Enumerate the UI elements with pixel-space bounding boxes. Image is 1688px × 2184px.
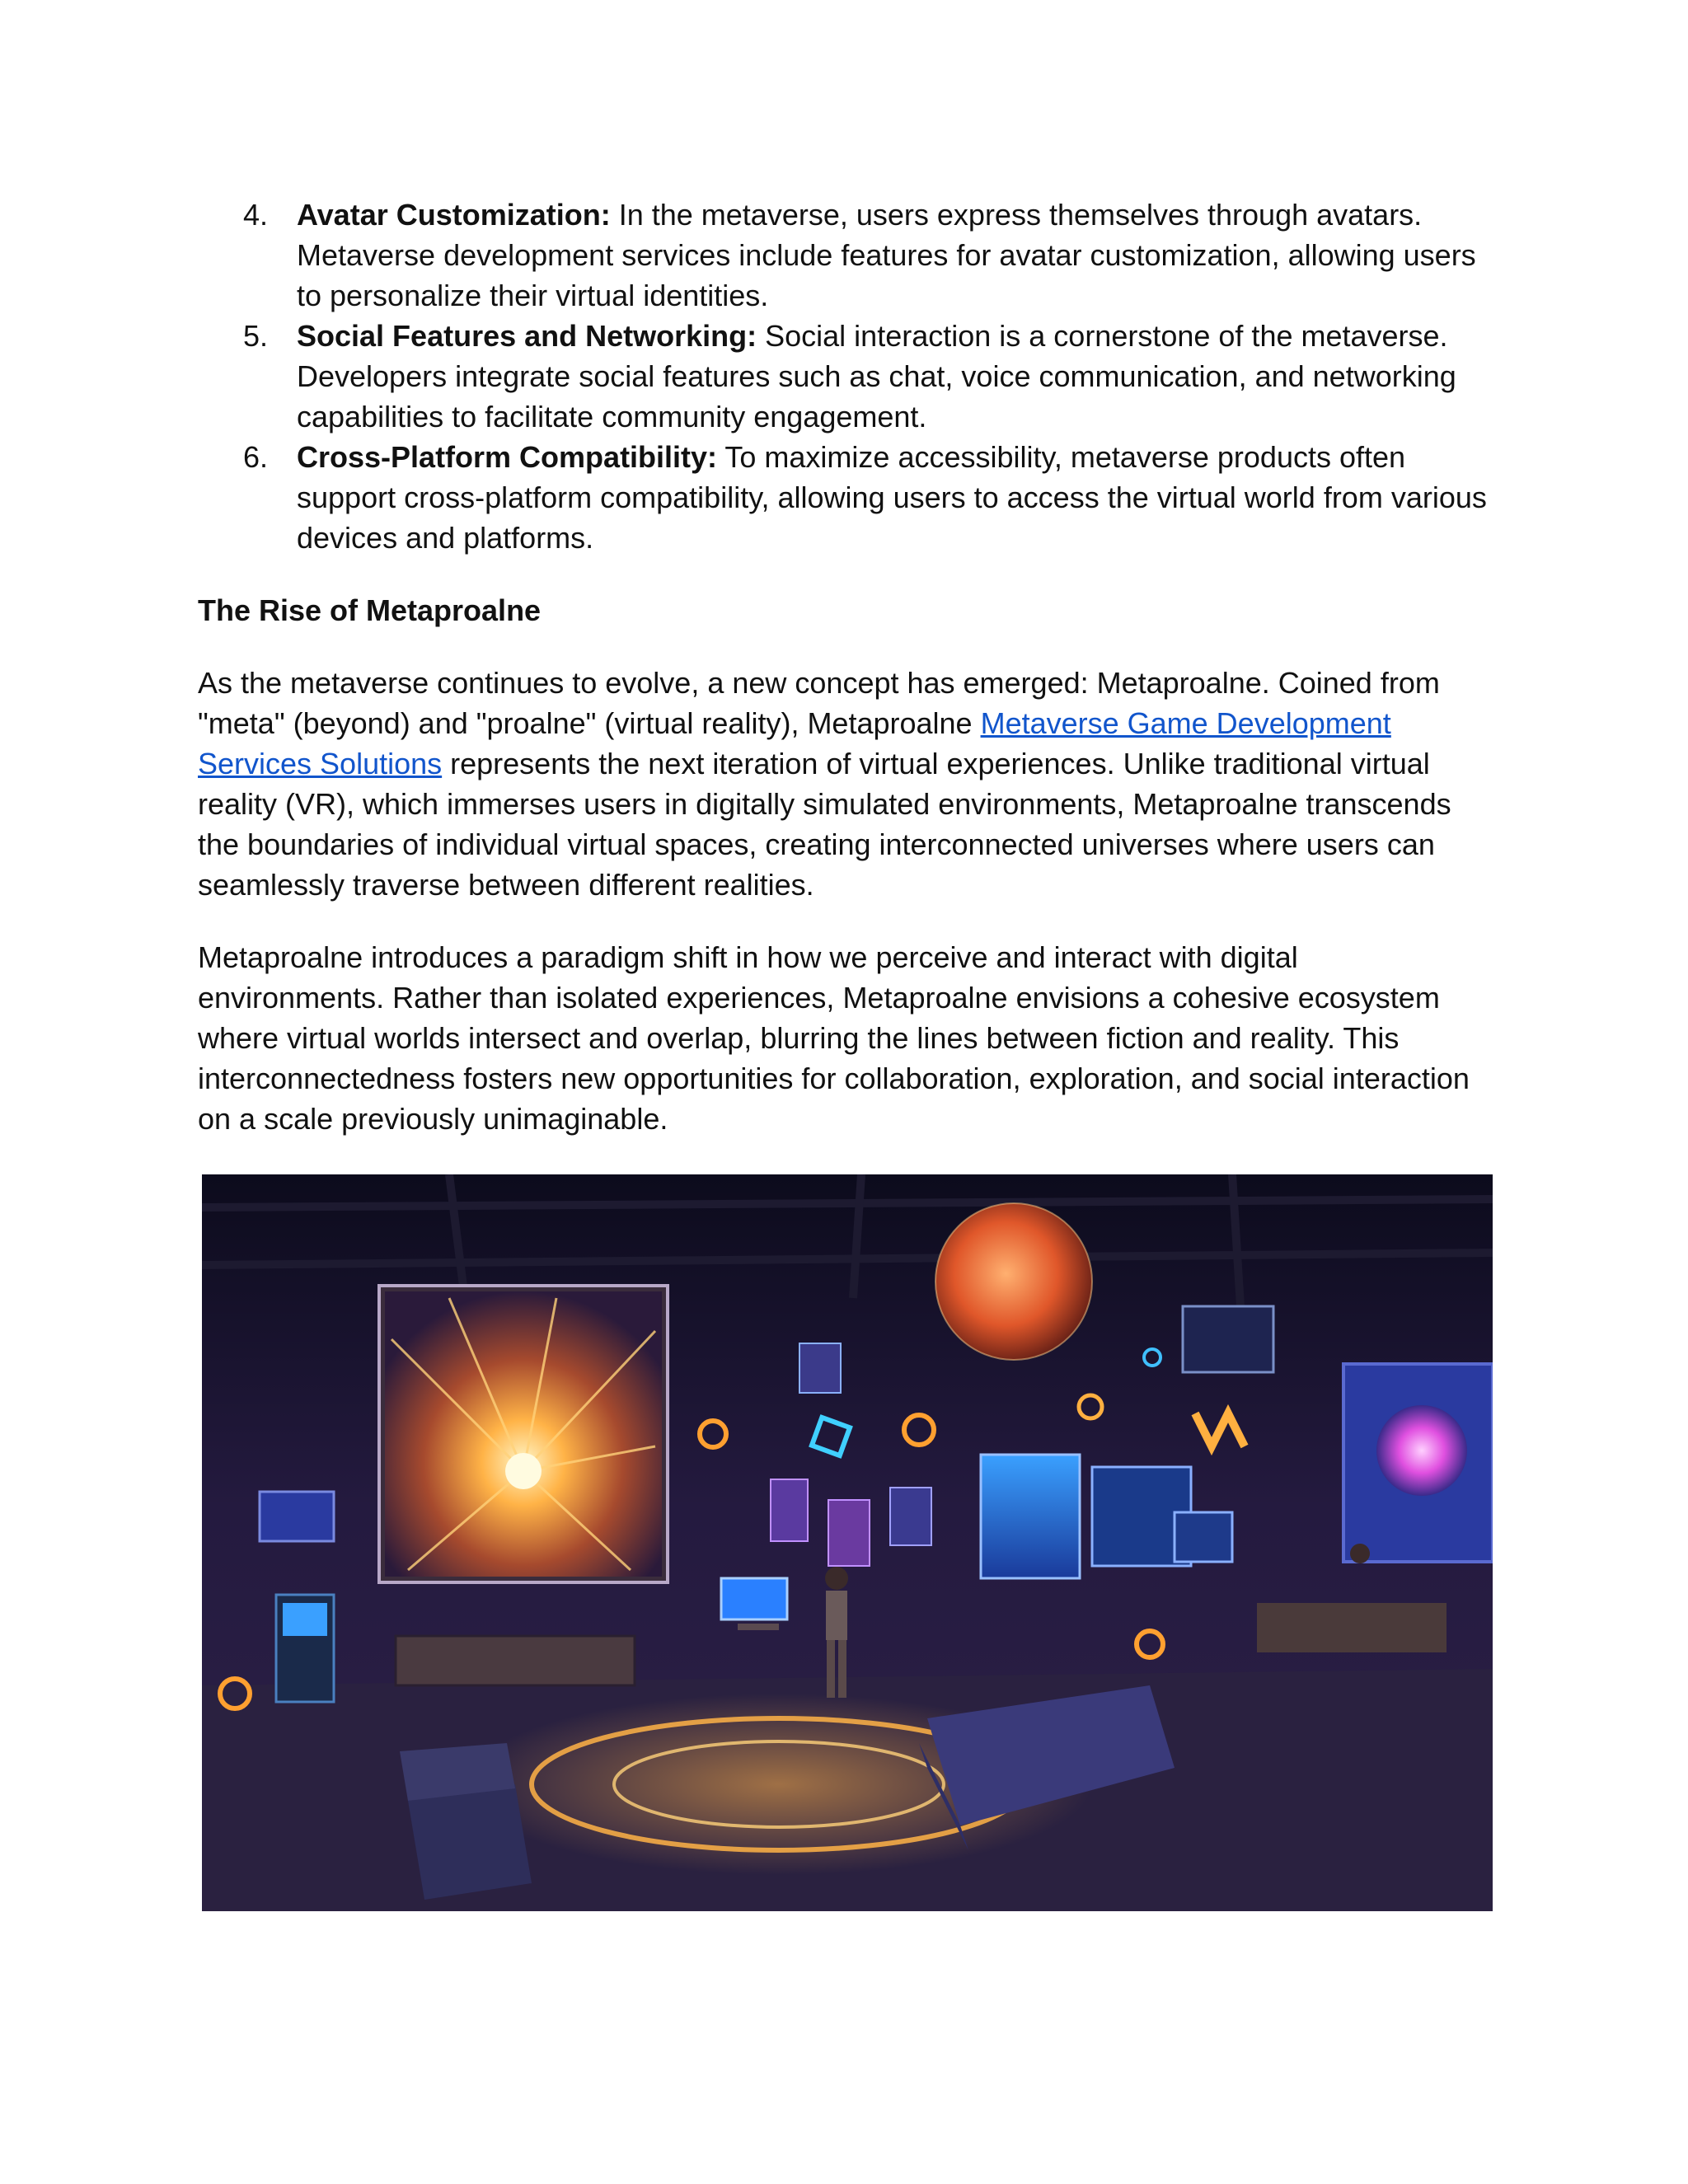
metaverse-room-illustration [202, 1174, 1493, 1911]
list-item [198, 316, 1492, 437]
metaverse-game-development-link[interactable]: Metaverse Game Development Services Solutions [198, 706, 1391, 780]
list-item-title: Cross-Platform Compatibility: [297, 440, 718, 474]
paragraph-1 [198, 663, 1492, 905]
list-item-title: Social Features and Networking: [297, 319, 757, 353]
paragraph-1-text-before: As the metaverse continues to evolve, a new concept has emerged: Metaproalne. Coined from "meta" (beyond) and "proalne" (virtual reality), Metaproalne [198, 666, 1440, 740]
document-page [198, 194, 1492, 1139]
feature-list [198, 194, 1492, 558]
list-item-title: Avatar Customization: [297, 198, 611, 232]
paragraph-2: Metaproalne introduces a paradigm shift in how we perceive and interact with digital environments. Rather than isolated experiences, Metaproalne envisions a cohesive ecosystem where virtual worlds intersect and overlap, blurring the lines between fiction and reality. This interconnectedness fosters new opportunities for collaboration, exploration, and social interaction on a scale previously unimaginable. [198, 940, 1470, 1136]
list-item [198, 194, 1492, 316]
list-number: 5. [243, 319, 269, 353]
list-item-text: In the metaverse, users express themselves through avatars. Metaverse development services include features for avatar customization, allowing users to personalize their virtual identities. [297, 198, 1476, 312]
list-item [198, 437, 1492, 558]
section-heading: The Rise of Metaproalne [198, 593, 542, 627]
list-number: 6. [243, 440, 269, 474]
list-number: 4. [243, 198, 269, 232]
paragraph-1-text-after: represents the next iteration of virtual experiences. Unlike traditional virtual reality (VR), which immerses users in digitally simulated environments, Metaproalne transcends the boundaries of individual virtual spaces, creating interconnected universes where users can seamlessly traverse between different realities. [198, 747, 1451, 902]
list-item-text: To maximize accessibility, metaverse products often support cross-platform compatibility, allowing users to access the virtual world from various devices and platforms. [297, 440, 1487, 555]
illustration-svg [202, 1174, 1493, 1911]
list-item-text: Social interaction is a cornerstone of the metaverse. Developers integrate social features such as chat, voice communication, and networking capabilities to facilitate community engagement. [297, 319, 1456, 434]
